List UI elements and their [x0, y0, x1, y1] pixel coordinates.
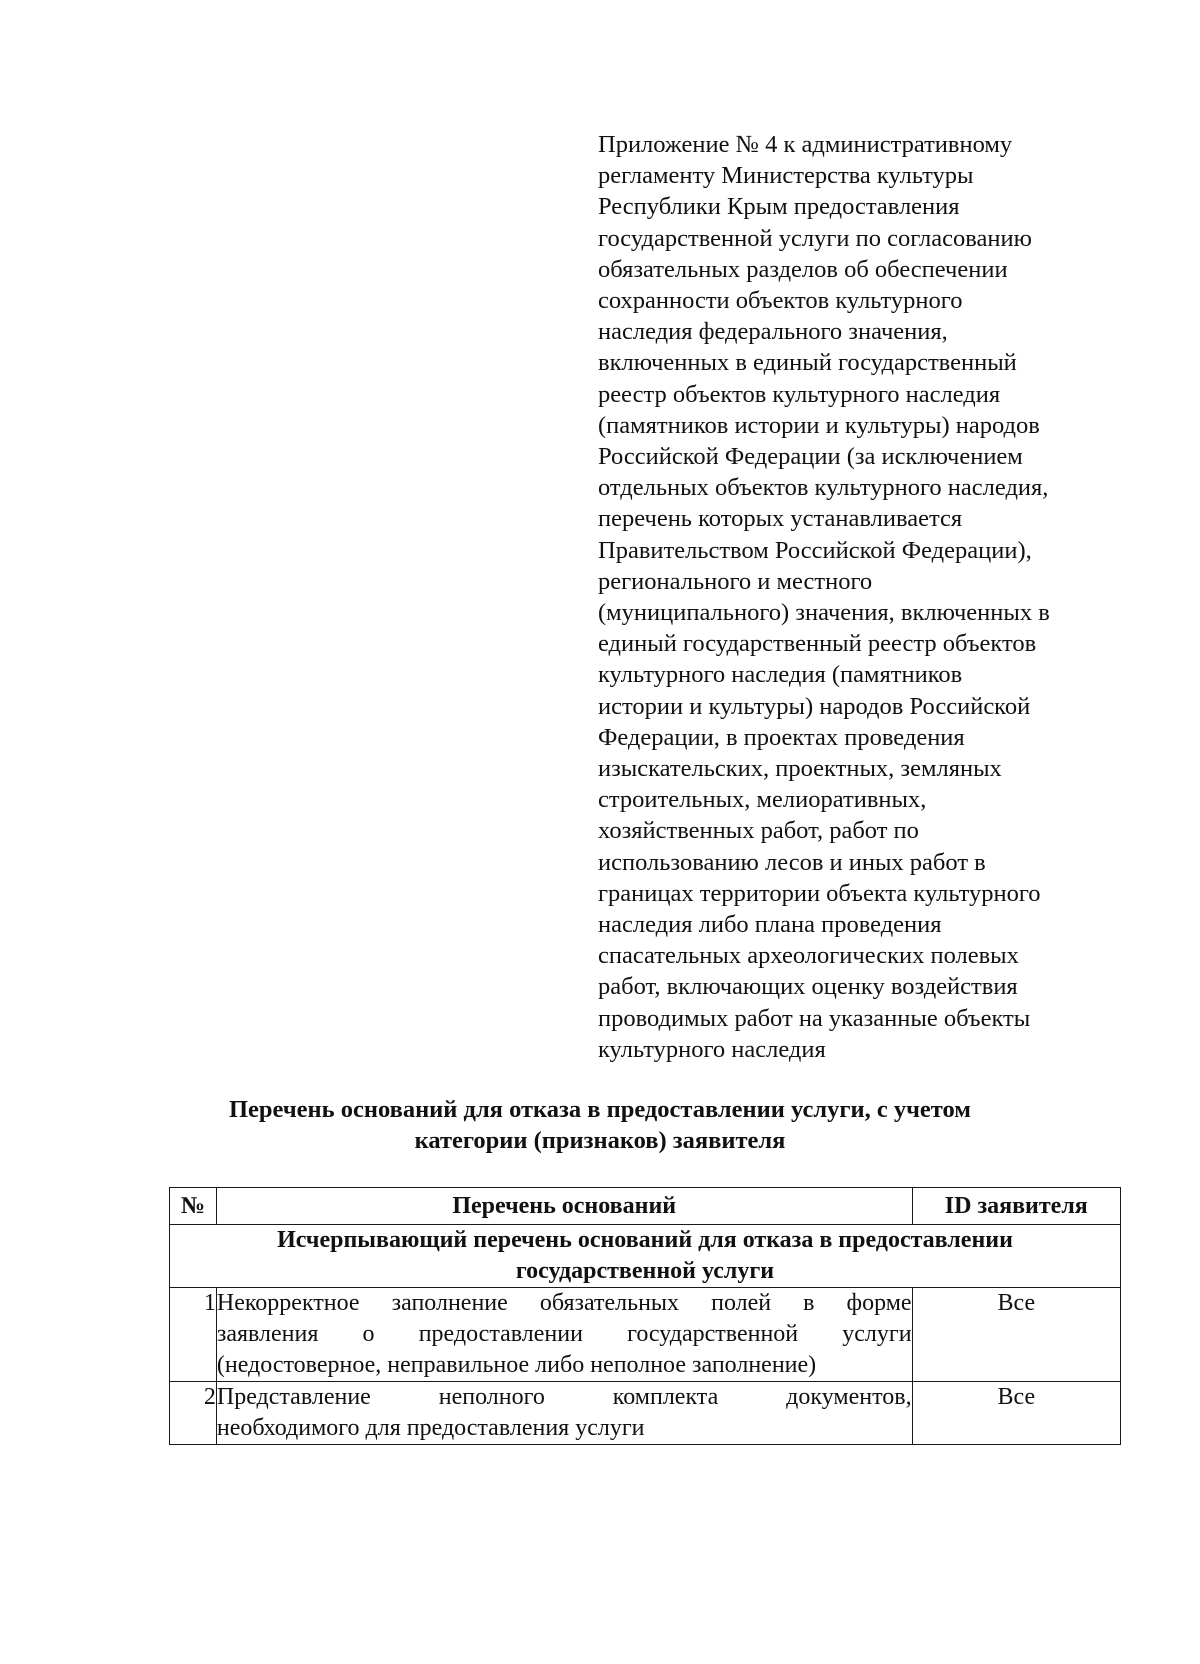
appendix-line: Федерации, в проектах проведения	[598, 723, 965, 751]
row-grounds-line: заявления о предоставлении государственной услуги	[216, 1321, 912, 1347]
appendix-line: проводимых работ на указанные объекты	[598, 1004, 1031, 1032]
appendix-line: работ, включающих оценку воздействия	[598, 973, 1018, 1001]
appendix-line: использованию лесов и иных работ в	[598, 848, 986, 876]
refusal-grounds-table	[169, 1187, 1121, 1445]
appendix-line: культурного наследия	[598, 1035, 826, 1063]
table-row	[170, 1382, 1121, 1445]
appendix-line: государственной услуги по согласованию	[598, 224, 1032, 252]
appendix-line: наследия федерального значения,	[598, 318, 948, 346]
appendix-line: единый государственный реестр объектов	[598, 630, 1037, 658]
appendix-line: регламенту Министерства культуры	[598, 162, 974, 190]
header-number: №	[170, 1188, 217, 1225]
row-grounds	[216, 1288, 912, 1382]
row-grounds-line: Некорректное заполнение обязательных полей в форме	[216, 1290, 912, 1316]
appendix-line: Республики Крым предоставления	[598, 193, 960, 221]
header-grounds: Перечень оснований	[216, 1188, 912, 1225]
appendix-line: изыскательских, проектных, земляных	[598, 755, 1002, 783]
section-heading	[170, 1225, 1121, 1288]
section-heading-line: государственной услуги	[515, 1258, 775, 1284]
row-applicant-id: Все	[912, 1382, 1120, 1445]
appendix-line: хозяйственных работ, работ по	[598, 817, 919, 845]
document-title-line: категории (признаков) заявителя	[414, 1127, 786, 1154]
appendix-line: включенных в единый государственный	[598, 349, 1017, 377]
appendix-line: Российской Федерации (за исключением	[598, 443, 1023, 471]
appendix-line: строительных, мелиоративных,	[598, 786, 927, 814]
appendix-line: сохранности объектов культурного	[598, 287, 963, 315]
appendix-line: реестр объектов культурного наследия	[598, 380, 1001, 408]
appendix-line: культурного наследия (памятников	[598, 661, 963, 689]
row-grounds-line: Представление неполного комплекта документов,	[216, 1384, 912, 1410]
appendix-line: регионального и местного	[598, 567, 873, 595]
appendix-line: Правительством Российской Федерации),	[598, 536, 1032, 564]
appendix-line: истории и культуры) народов Российской	[598, 692, 1031, 720]
appendix-line: обязательных разделов об обеспечении	[598, 255, 1008, 283]
appendix-note	[598, 129, 1118, 1065]
document-title	[130, 1094, 1070, 1156]
appendix-line: наследия либо плана проведения	[598, 911, 942, 939]
appendix-line: (муниципального) значения, включенных в	[598, 599, 1050, 627]
appendix-line: Приложение № 4 к административному	[598, 131, 1013, 158]
row-grounds-line: необходимого для предоставления услуги	[216, 1415, 645, 1441]
header-applicant-id: ID заявителя	[912, 1188, 1120, 1225]
row-applicant-id: Все	[912, 1288, 1120, 1382]
row-number: 1	[170, 1288, 217, 1382]
appendix-line: спасательных археологических полевых	[598, 942, 1019, 970]
appendix-line: перечень которых устанавливается	[598, 505, 963, 533]
row-number: 2	[170, 1382, 217, 1445]
table-row	[170, 1288, 1121, 1382]
section-heading-row	[170, 1225, 1121, 1288]
row-grounds-line: (недостоверное, неправильное либо неполное заполнение)	[216, 1352, 817, 1378]
table-header-row	[170, 1188, 1121, 1225]
section-heading-line: Исчерпывающий перечень оснований для отказа в предоставлении	[277, 1227, 1013, 1253]
appendix-line: границах территории объекта культурного	[598, 879, 1041, 907]
appendix-line: (памятников истории и культуры) народов	[598, 411, 1040, 439]
document-title-line: Перечень оснований для отказа в предоставлении услуги, с учетом	[229, 1096, 971, 1123]
row-grounds	[216, 1382, 912, 1445]
appendix-line: отдельных объектов культурного наследия,	[598, 474, 1049, 502]
